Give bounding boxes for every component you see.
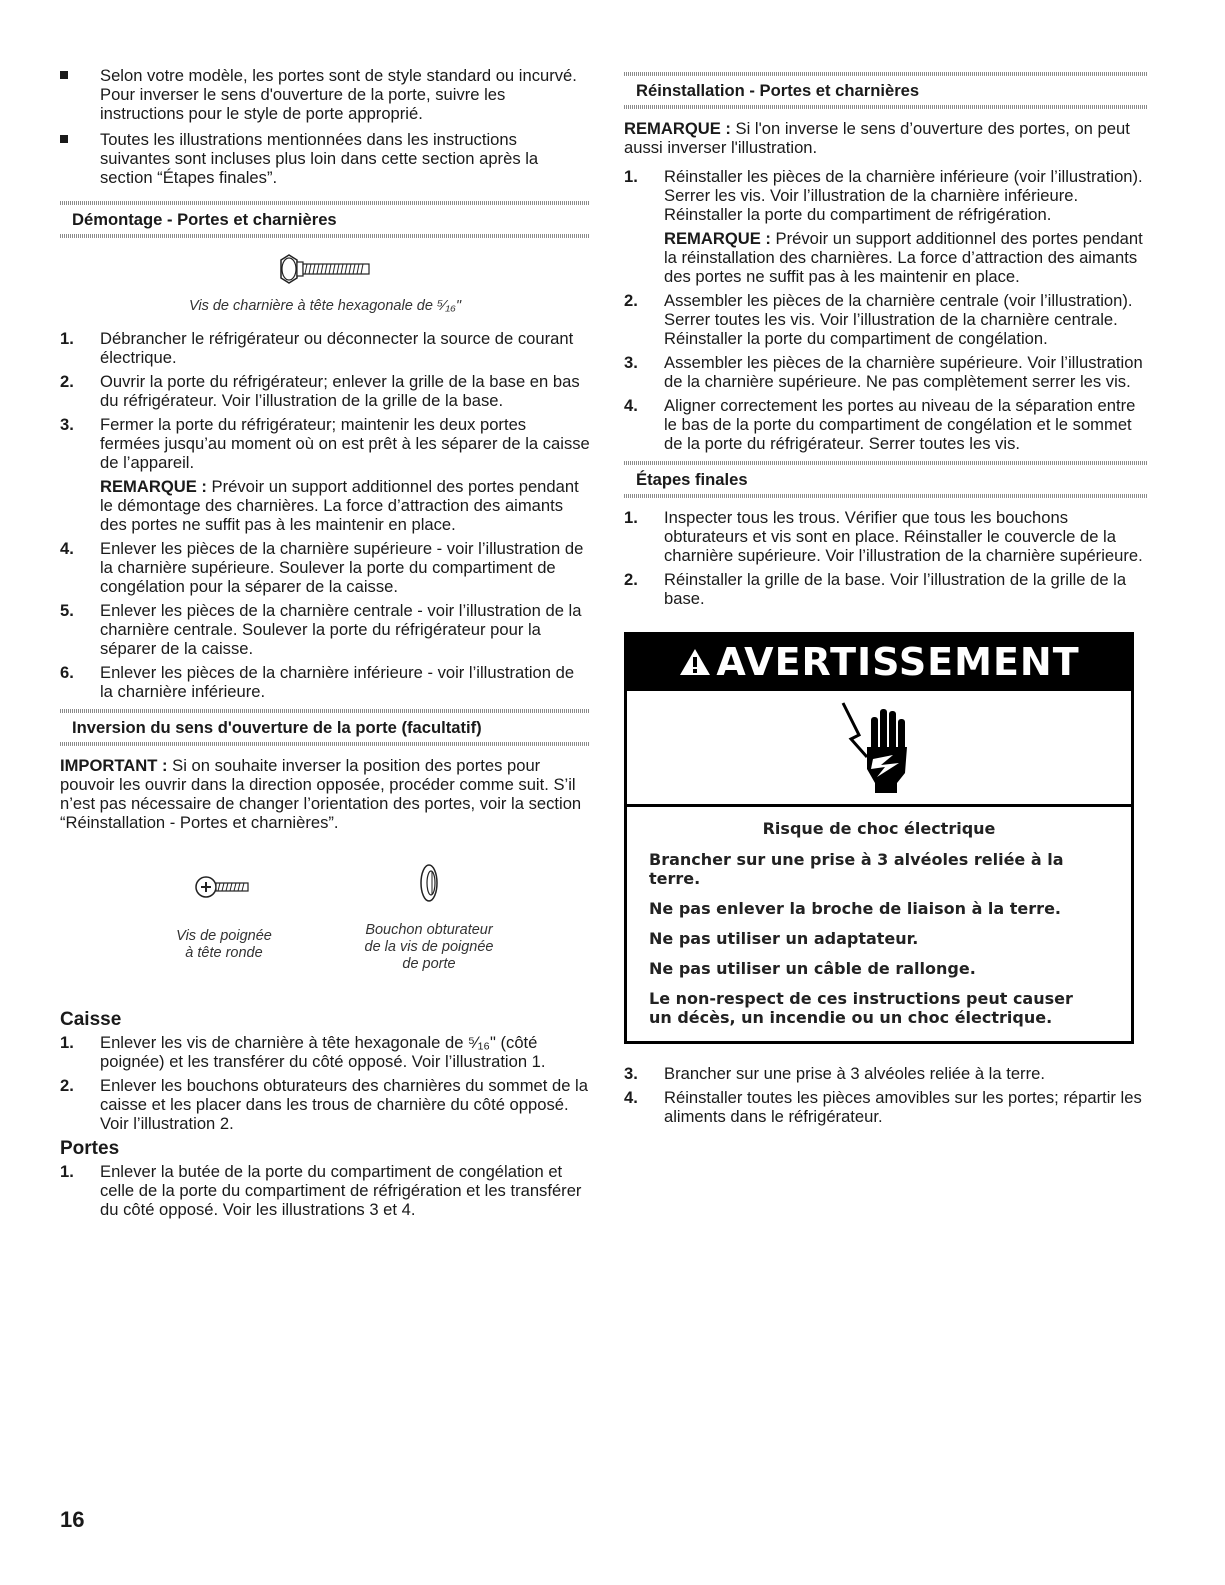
step-number: 4. — [624, 396, 638, 415]
warning-consequence-line: Le non-respect de ces instructions peut causer — [649, 989, 1073, 1008]
step-text: Brancher sur une prise à 3 alvéoles reliée à la terre. — [664, 1064, 1045, 1083]
step-text: Enlever les vis de charnière à tête hexagonale de ⁵⁄₁₆" (côté poignée) et les transférer du côté opposé. Voir l’illustration 1. — [100, 1033, 546, 1071]
bullet-item: Toutes les illustrations mentionnées dans les instructions suivantes sont incluses plus loin dans cette section après la section “Étapes finales”. — [60, 130, 590, 187]
step-note — [100, 477, 590, 534]
step-number: 5. — [60, 601, 74, 620]
step-number: 1. — [624, 508, 638, 527]
round-head-screw-icon — [194, 872, 254, 902]
plug-button-caption-line: Bouchon obturateur — [365, 922, 493, 938]
step-number: 2. — [60, 372, 74, 391]
plug-button-figure — [344, 862, 514, 973]
step-text: Aligner correctement les portes au niveau de la séparation entre le bas de la porte du compartiment de congélation et le sommet de la porte du réfrigérateur. Serrer toutes les vis. — [664, 396, 1136, 453]
section-heading-inversion: Inversion du sens d'ouverture de la porte (facultatif) — [60, 709, 590, 746]
warning-title: Risque de choc électrique — [762, 819, 996, 838]
important-label: IMPORTANT : — [60, 756, 168, 775]
plug-button-caption-line: de la vis de poignée — [364, 939, 494, 955]
warning-icon-area — [627, 691, 1131, 807]
section-heading-demontage: Démontage - Portes et charnières — [60, 201, 590, 238]
warning-line: Ne pas utiliser un adaptateur. — [649, 929, 919, 948]
list-item — [60, 1076, 590, 1133]
step-text: Enlever les bouchons obturateurs des charnières du sommet de la caisse et les placer dans les trous de charnière du côté opposé. Voir l’illustration 2. — [100, 1076, 588, 1133]
reinstallation-steps — [624, 167, 1148, 453]
right-column — [624, 72, 1148, 1131]
list-item — [60, 601, 590, 658]
step-number: 4. — [60, 539, 74, 558]
step-number: 2. — [60, 1076, 74, 1095]
important-paragraph — [60, 756, 590, 832]
caisse-steps — [60, 1033, 590, 1133]
step-text: Fermer la porte du réfrigérateur; maintenir les deux portes fermées jusqu’au moment où on est prêt à les séparer de la caisse de l’appareil. — [100, 415, 590, 472]
note-label: REMARQUE : — [664, 229, 771, 248]
step-number: 3. — [624, 353, 638, 372]
round-head-caption-line: à tête ronde — [185, 945, 263, 961]
list-item — [60, 1033, 590, 1071]
plug-button-caption-line: de porte — [402, 956, 456, 972]
step-text: Enlever les pièces de la charnière inférieure - voir l’illustration de la charnière inférieure. — [100, 663, 575, 701]
subheading-portes: Portes — [60, 1138, 120, 1159]
round-head-screw-figure — [154, 872, 294, 962]
hex-screw-figure — [60, 252, 590, 315]
remarque-paragraph — [624, 119, 1148, 157]
round-head-caption-line: Vis de poignée — [176, 928, 272, 944]
hex-screw-icon — [275, 252, 375, 286]
warning-banner — [627, 635, 1131, 691]
list-item — [60, 539, 590, 596]
note-text: Prévoir un support additionnel des portes pendant le démontage des charnières. La force d’attraction des aimants des portes ne suffit pas à les maintenir en place. — [100, 477, 579, 534]
step-number: 2. — [624, 570, 638, 589]
step-text: Réinstaller toutes les pièces amovibles sur les portes; répartir les aliments dans le réfrigérateur. — [664, 1088, 1142, 1126]
list-item — [624, 396, 1148, 453]
list-item — [624, 353, 1148, 391]
list-item — [60, 415, 590, 534]
section-heading-reinstallation: Réinstallation - Portes et charnières — [624, 72, 1148, 109]
plug-button-icon — [417, 862, 441, 904]
screw-figures — [60, 862, 590, 1012]
warning-triangle-icon — [678, 647, 712, 677]
list-item — [624, 1088, 1148, 1126]
bullet-item: Selon votre modèle, les portes sont de style standard ou incurvé. Pour inverser le sens d'ouverture de la porte, suivre les instructions pour le style de porte approprié. — [60, 66, 590, 123]
step-text: Enlever les pièces de la charnière centrale - voir l’illustration de la charnière centrale. Soulever la porte du réfrigérateur pour la séparer de la caisse. — [100, 601, 582, 658]
step-text: Enlever les pièces de la charnière supérieure - voir l’illustration de la charnière supérieure. Soulever la porte du compartiment de congélation pour la séparer de la caisse. — [100, 539, 584, 596]
step-text: Réinstaller la grille de la base. Voir l’illustration de la grille de la base. — [664, 570, 1127, 608]
warning-consequence-line: un décès, un incendie ou un choc électrique. — [649, 1008, 1053, 1027]
note-label: REMARQUE : — [100, 477, 207, 496]
step-number: 1. — [624, 167, 638, 186]
step-text: Assembler les pièces de la charnière centrale (voir l’illustration). Serrer toutes les vis. Voir l’illustration de la charnière centrale. Réinstaller la porte du compartiment de congélation. — [664, 291, 1133, 348]
list-item — [60, 1162, 590, 1219]
step-note — [664, 229, 1148, 286]
list-item — [624, 1064, 1148, 1083]
list-item — [624, 167, 1148, 286]
list-item — [624, 570, 1148, 608]
step-text: Inspecter tous les trous. Vérifier que tous les bouchons obturateurs et vis sont en place. Réinstaller le couvercle de la charnière supérieure. Voir l’illustration de la charnière supérieure. — [664, 508, 1143, 565]
step-number: 4. — [624, 1088, 638, 1107]
warning-consequence — [649, 989, 1109, 1027]
note-text: Prévoir un support additionnel des portes pendant la réinstallation des charnières. La force d’attraction des aimants des portes ne suffit pas à les maintenir en place. — [664, 229, 1143, 286]
electric-shock-hand-icon — [837, 697, 917, 797]
etapes-steps — [624, 508, 1148, 608]
step-number: 1. — [60, 1162, 74, 1181]
step-text: Ouvrir la porte du réfrigérateur; enlever la grille de la base en bas du réfrigérateur. Voir l’illustration de la grille de la base. — [100, 372, 580, 410]
step-number: 3. — [60, 415, 74, 434]
left-column — [60, 66, 590, 1224]
portes-steps — [60, 1162, 590, 1219]
warning-banner-text: AVERTISSEMENT — [716, 640, 1080, 684]
list-item — [624, 291, 1148, 348]
list-item — [60, 329, 590, 367]
list-item — [624, 508, 1148, 565]
warning-body — [627, 807, 1131, 1041]
remarque-text: Si l'on inverse le sens d’ouverture des portes, on peut aussi inverser l'illustration. — [624, 119, 1130, 157]
demontage-steps — [60, 329, 590, 701]
warning-box — [624, 632, 1134, 1044]
step-text: Réinstaller les pièces de la charnière inférieure (voir l’illustration). Serrer les vis. Voir l’illustration de la charnière inférieure. Réinstaller la porte du compartiment de réfrigération. — [664, 167, 1143, 224]
step-number: 3. — [624, 1064, 638, 1083]
remarque-label: REMARQUE : — [624, 119, 731, 138]
intro-bullets — [60, 66, 590, 187]
list-item — [60, 663, 590, 701]
warning-line: Brancher sur une prise à 3 alvéoles reliée à la terre. — [649, 850, 1064, 888]
subheading-caisse: Caisse — [60, 1009, 122, 1030]
step-number: 1. — [60, 329, 74, 348]
important-text: Si on souhaite inverser la position des portes pour pouvoir les ouvrir dans la direction opposée, procéder comme suit. S’il n’est pas nécessaire de changer l’orientation des portes, voir la section “Réinstallation - Portes et charnières”. — [60, 756, 582, 832]
step-number: 6. — [60, 663, 74, 682]
section-heading-etapes: Étapes finales — [624, 461, 1148, 498]
step-number: 1. — [60, 1033, 74, 1052]
list-item — [60, 372, 590, 410]
step-text: Enlever la butée de la porte du compartiment de congélation et celle de la porte du compartiment de réfrigération et les transférer du côté opposé. Voir les illustrations 3 et 4. — [100, 1162, 582, 1219]
page-number: 16 — [60, 1507, 85, 1532]
warning-line: Ne pas enlever la broche de liaison à la terre. — [649, 899, 1061, 918]
hex-screw-caption: Vis de charnière à tête hexagonale de ⁵⁄₁₆" — [188, 298, 462, 314]
final-steps — [624, 1064, 1148, 1126]
step-text: Débrancher le réfrigérateur ou déconnecter la source de courant électrique. — [100, 329, 574, 367]
step-text: Assembler les pièces de la charnière supérieure. Voir l’illustration de la charnière supérieure. Ne pas complètement serrer les vis. — [664, 353, 1143, 391]
step-number: 2. — [624, 291, 638, 310]
warning-line: Ne pas utiliser un câble de rallonge. — [649, 959, 976, 978]
